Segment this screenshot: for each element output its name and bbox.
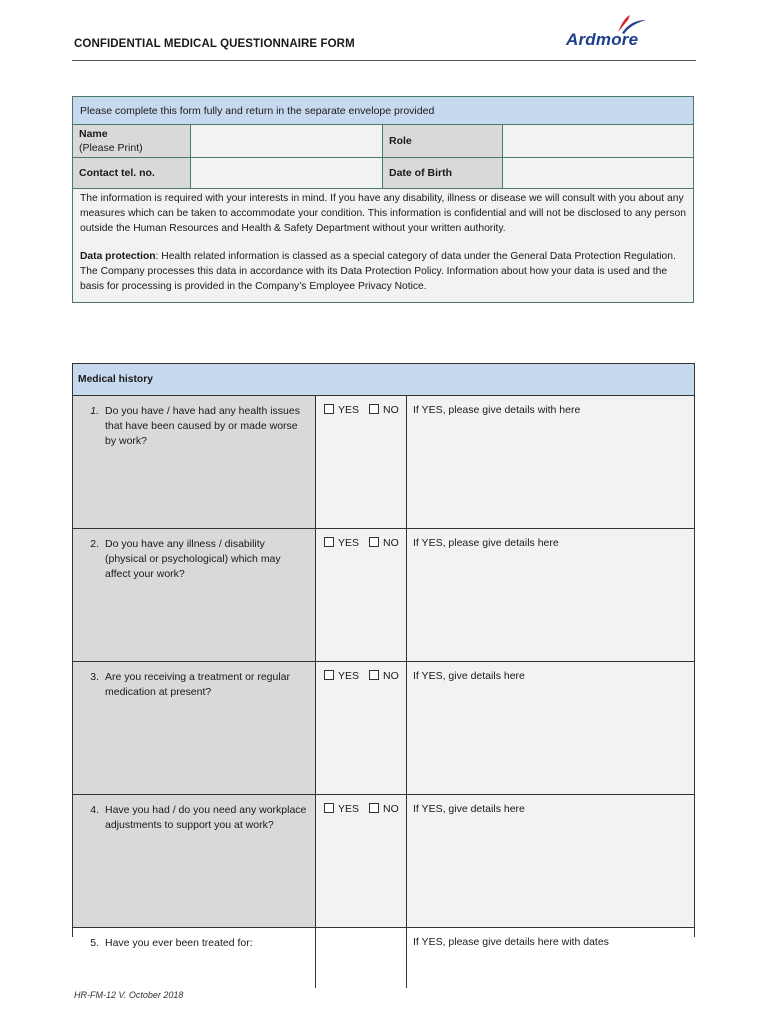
name-role-row (73, 125, 693, 158)
yes-checkbox[interactable] (324, 803, 334, 813)
name-label: Name (79, 128, 108, 140)
data-protection-notice (80, 250, 686, 294)
details-prompt: If YES, please give details here (413, 537, 559, 549)
question-cell (73, 396, 316, 528)
question-text: Are you receiving a treatment or regular medication at present? (105, 671, 291, 698)
details-prompt: If YES, please give details with here (413, 404, 581, 416)
question-row (73, 928, 694, 988)
role-field[interactable] (503, 125, 693, 157)
contact-label: Contact tel. no. (73, 158, 191, 188)
yes-no-cell (316, 396, 407, 528)
name-field[interactable] (191, 125, 383, 157)
data-protection-label: Data protection (80, 251, 156, 263)
yes-checkbox[interactable] (324, 404, 334, 414)
question-cell (73, 529, 316, 661)
header-divider (72, 60, 696, 61)
yes-label: YES (338, 404, 360, 416)
name-sublabel: (Please Print) (79, 142, 143, 154)
data-protection-text: : Health related information is classed as a special category of data under the General Data Protection Regulation. The Company processes this data in accordance with its Data Protection Policy. Information about how your data is used and the basis for processing is provided in the Company’s Employee Privacy Notice. (80, 251, 676, 292)
no-checkbox[interactable] (369, 537, 379, 547)
confidentiality-notice: The information is required with your interests in mind. If you have any disability, illness or disease we will consult with you about any measures which can be taken to accommodate your condition. This information is confidential and will not be disclosed to any person outside the Human Resources and Health & Safety Department without your written authority. (80, 193, 686, 234)
question-text: Do you have / have had any health issues that have been caused by or made worse by work? (105, 405, 300, 447)
yes-no-cell (316, 928, 407, 988)
question-number: 5. (90, 937, 99, 949)
no-label: NO (383, 404, 399, 416)
yes-checkbox[interactable] (324, 537, 334, 547)
no-label: NO (383, 803, 399, 815)
notice-block (73, 189, 693, 302)
details-prompt: If YES, please give details here with dates (413, 936, 609, 948)
yes-checkbox[interactable] (324, 670, 334, 680)
details-field[interactable] (407, 529, 694, 661)
page-title: CONFIDENTIAL MEDICAL QUESTIONNAIRE FORM (74, 38, 355, 50)
no-checkbox[interactable] (369, 803, 379, 813)
question-number: 3. (90, 671, 99, 683)
personal-details-table (72, 96, 694, 303)
question-text: Do you have any illness / disability (physical or psychological) which may affect your work? (105, 538, 281, 580)
details-field[interactable] (407, 396, 694, 528)
question-cell (73, 662, 316, 794)
yes-no-cell (316, 529, 407, 661)
dob-field[interactable] (503, 158, 693, 188)
medical-history-table (72, 363, 695, 949)
no-label: NO (383, 670, 399, 682)
question-row (73, 529, 694, 662)
contact-dob-row (73, 158, 693, 189)
dob-label: Date of Birth (383, 158, 503, 188)
document-reference: HR-FM-12 V. October 2018 (74, 990, 184, 1000)
medical-history-heading: Medical history (73, 364, 694, 396)
name-label-cell (73, 125, 191, 157)
details-field[interactable] (407, 928, 694, 988)
yes-label: YES (338, 803, 360, 815)
question-row (73, 662, 694, 795)
question-number: 4. (90, 804, 99, 816)
no-label: NO (383, 537, 399, 549)
no-checkbox[interactable] (369, 670, 379, 680)
question-number: 2. (90, 538, 99, 550)
question-text: Have you had / do you need any workplace adjustments to support you at work? (105, 804, 307, 831)
no-checkbox[interactable] (369, 404, 379, 414)
question-row (73, 795, 694, 928)
logo-text: Ardmore (566, 30, 639, 49)
question-number: 1. (90, 405, 99, 417)
role-label: Role (383, 125, 503, 157)
yes-label: YES (338, 670, 360, 682)
details-prompt: If YES, give details here (413, 803, 525, 815)
question-cell (73, 928, 316, 988)
question-row (73, 396, 694, 529)
question-text: Have you ever been treated for: (105, 937, 253, 949)
details-prompt: If YES, give details here (413, 670, 525, 682)
yes-no-cell (316, 662, 407, 794)
question-cell (73, 795, 316, 927)
yes-label: YES (338, 537, 360, 549)
details-field[interactable] (407, 662, 694, 794)
instruction-row (73, 97, 693, 125)
contact-field[interactable] (191, 158, 383, 188)
instruction-text: Please complete this form fully and return in the separate envelope provided (80, 104, 435, 117)
details-field[interactable] (407, 795, 694, 927)
company-logo (566, 12, 690, 52)
yes-no-cell (316, 795, 407, 927)
